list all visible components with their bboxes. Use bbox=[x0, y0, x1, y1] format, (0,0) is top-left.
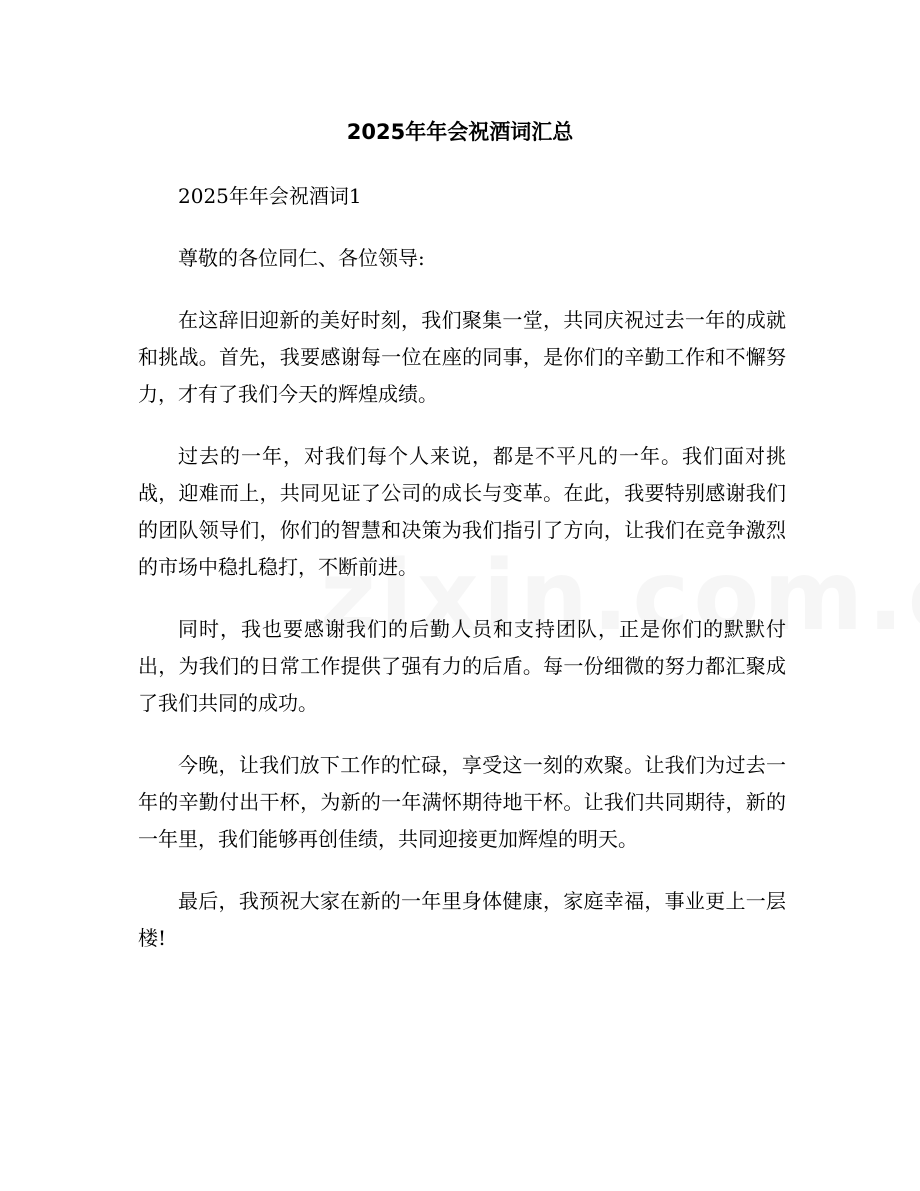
document-title: 2025年年会祝酒词汇总 bbox=[346, 120, 574, 144]
paragraph: 过去的一年，对我们每个人来说，都是不平凡的一年。我们面对挑战，迎难而上，共同见证了公司的成长与变革。在此，我要特别感谢我们的团队领导们，你们的智慧和决策为我们指引了方向，让我们在竞争激烈的市场中稳扎稳打，不断前进。 bbox=[138, 444, 786, 579]
salutation: 尊敬的各位同仁、各位领导: bbox=[178, 246, 425, 270]
paragraph: 在这辞旧迎新的美好时刻，我们聚集一堂，共同庆祝过去一年的成就和挑战。首先，我要感谢每一位在座的同事，是你们的辛勤工作和不懈努力，才有了我们今天的辉煌成绩。 bbox=[138, 308, 786, 406]
section-heading: 2025年年会祝酒词1 bbox=[178, 184, 362, 208]
paragraph: 最后，我预祝大家在新的一年里身体健康，家庭幸福，事业更上一层楼! bbox=[138, 889, 786, 950]
paragraph: 今晚，让我们放下工作的忙碌，享受这一刻的欢聚。让我们为过去一年的辛勤付出干杯，为新的一年满怀期待地干杯。让我们共同期待，新的一年里，我们能够再创佳绩，共同迎接更加辉煌的明天。 bbox=[138, 753, 786, 851]
document-body bbox=[138, 178, 786, 982]
paragraph: 同时，我也要感谢我们的后勤人员和支持团队，正是你们的默默付出，为我们的日常工作提供了强有力的后盾。每一份细微的努力都汇聚成了我们共同的成功。 bbox=[138, 617, 786, 715]
